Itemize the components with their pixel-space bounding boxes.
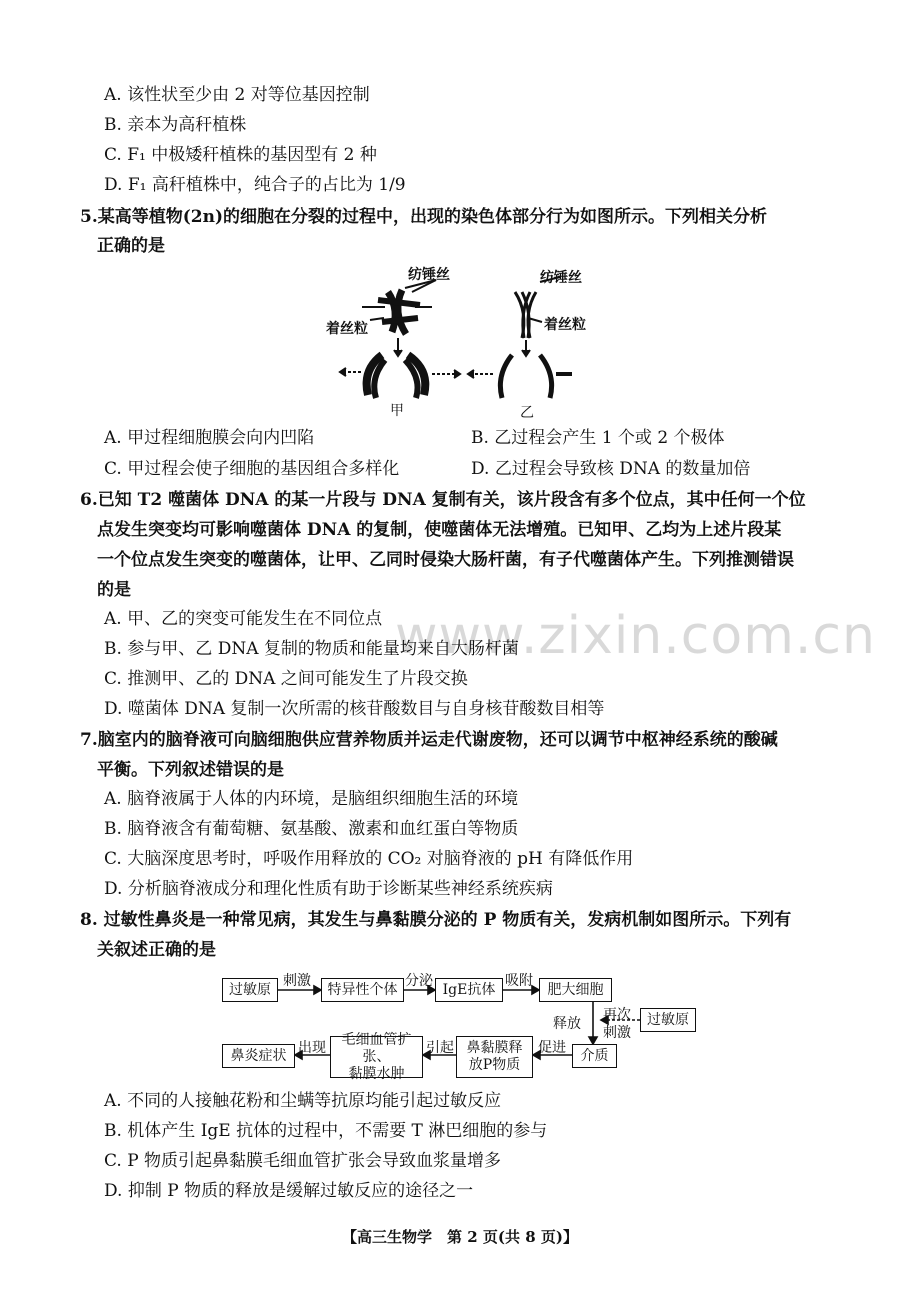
q5-option-c: C. 甲过程会使子细胞的基因组合多样化: [104, 459, 400, 479]
flow-nasal-line2: 放P物质: [468, 1057, 521, 1073]
q8-option-c: C. P 物质引起鼻黏膜毛细血管扩张会导致血浆量增多: [104, 1151, 502, 1171]
centromere-label-left: 着丝粒: [326, 321, 368, 337]
q7-option-b: B. 脑脊液含有葡萄糖、氨基酸、激素和血红蛋白等物质: [104, 819, 519, 839]
figure-label-jia: 甲: [390, 403, 404, 419]
q5-stem-1: 5.某高等植物(2n)的细胞在分裂的过程中，出现的染色体部分行为如图所示。下列相关分析: [80, 207, 768, 227]
q6-stem-4: 的是: [97, 580, 131, 600]
q4-option-b: B. 亲本为高秆植株: [104, 115, 247, 135]
q8-option-a: A. 不同的人接触花粉和尘螨等抗原均能引起过敏反应: [104, 1091, 502, 1111]
q5-option-b: B. 乙过程会产生 1 个或 2 个极体: [471, 428, 725, 448]
flow-release-label: 释放: [553, 1016, 581, 1032]
spindle-label-left: 纺锤丝: [408, 267, 450, 283]
spindle-label-right: 纺锤丝: [540, 270, 582, 286]
q8-option-d: D. 抑制 P 物质的释放是缓解过敏反应的途径之一: [104, 1181, 474, 1201]
q5-stem-2: 正确的是: [97, 236, 165, 256]
q6-option-a: A. 甲、乙的突变可能发生在不同位点: [104, 609, 383, 629]
q7-option-d: D. 分析脑脊液成分和理化性质有助于诊断某些神经系统疾病: [104, 879, 553, 899]
page-footer: 【高三生物学 第 2 页(共 8 页)】: [342, 1228, 578, 1246]
flow-ige-box: IgE抗体: [435, 978, 503, 1002]
flow-capillary-line2: 黏膜水肿: [348, 1065, 405, 1082]
q6-stem-3: 一个位点发生突变的噬菌体，让甲、乙同时侵染大肠杆菌，有子代噬菌体产生。下列推测错误: [97, 550, 794, 570]
flow-mast-cell-box: 肥大细胞: [539, 978, 612, 1002]
flow-cause-label: 引起: [426, 1040, 454, 1056]
flow-secrete-label: 分泌: [405, 973, 433, 989]
flow-promote-label: 促进: [538, 1040, 566, 1056]
flow-stimulate-label: 刺激: [283, 973, 311, 989]
q8-option-b: B. 机体产生 IgE 抗体的过程中，不需要 T 淋巴细胞的参与: [104, 1121, 548, 1141]
flow-again-label: 再次: [603, 1007, 631, 1023]
q6-option-c: C. 推测甲、乙的 DNA 之间可能发生了片段交换: [104, 669, 468, 689]
q7-stem-2: 平衡。下列叙述错误的是: [97, 760, 284, 780]
q6-stem-1: 6.已知 T2 噬菌体 DNA 的某一片段与 DNA 复制有关，该片段含有多个位点，其中任何一个位: [80, 490, 806, 510]
flow-appear-label: 出现: [298, 1040, 326, 1056]
flow-adsorb-label: 吸附: [505, 973, 533, 989]
flow-medium-box: 介质: [572, 1044, 617, 1068]
flow-again-stimulate-label: 刺激: [603, 1025, 631, 1041]
q5-option-a: A. 甲过程细胞膜会向内凹陷: [104, 428, 315, 448]
q6-option-b: B. 参与甲、乙 DNA 复制的物质和能量均来自大肠杆菌: [104, 639, 519, 659]
q5-option-d: D. 乙过程会导致核 DNA 的数量加倍: [471, 459, 751, 479]
q6-option-d: D. 噬菌体 DNA 复制一次所需的核苷酸数目与自身核苷酸数目相等: [104, 699, 605, 719]
q4-option-a: A. 该性状至少由 2 对等位基因控制: [104, 85, 370, 105]
q8-stem-2: 关叙述正确的是: [97, 940, 216, 960]
q6-stem-2: 点发生突变均可影响噬菌体 DNA 的复制，使噬菌体无法增殖。已知甲、乙均为上述片段某: [97, 520, 782, 540]
q7-option-c: C. 大脑深度思考时，呼吸作用释放的 CO₂ 对脑脊液的 pH 有降低作用: [104, 849, 634, 869]
flow-allergen2-box: 过敏原: [640, 1008, 696, 1032]
flow-capillary-line1: 毛细血管扩张、: [341, 1031, 412, 1065]
flow-capillary-box: [330, 1031, 423, 1082]
q4-option-d: D. F₁ 高秆植株中，纯合子的占比为 1/9: [104, 175, 406, 195]
flow-individual-box: 特异性个体: [321, 978, 404, 1002]
centromere-label-right: 着丝粒: [544, 317, 586, 333]
q8-stem-1: 8. 过敏性鼻炎是一种常见病，其发生与鼻黏膜分泌的 P 物质有关，发病机制如图所示。下列有: [80, 910, 792, 930]
q7-option-a: A. 脑脊液属于人体的内环境，是脑组织细胞生活的环境: [104, 789, 519, 809]
watermark: www.zixin.com.cn: [395, 606, 876, 666]
q4-option-c: C. F₁ 中极矮秆植株的基因型有 2 种: [104, 145, 377, 165]
figure-label-yi: 乙: [520, 405, 534, 421]
flow-symptom-box: 鼻炎症状: [222, 1044, 295, 1068]
q7-stem-1: 7.脑室内的脑脊液可向脑细胞供应营养物质并运走代谢废物，还可以调节中枢神经系统的酸碱: [80, 730, 778, 750]
flow-allergen-box: 过敏原: [222, 978, 278, 1002]
flow-nasal-release-box: [456, 1036, 533, 1078]
flow-nasal-line1: 鼻黏膜释: [466, 1040, 523, 1056]
